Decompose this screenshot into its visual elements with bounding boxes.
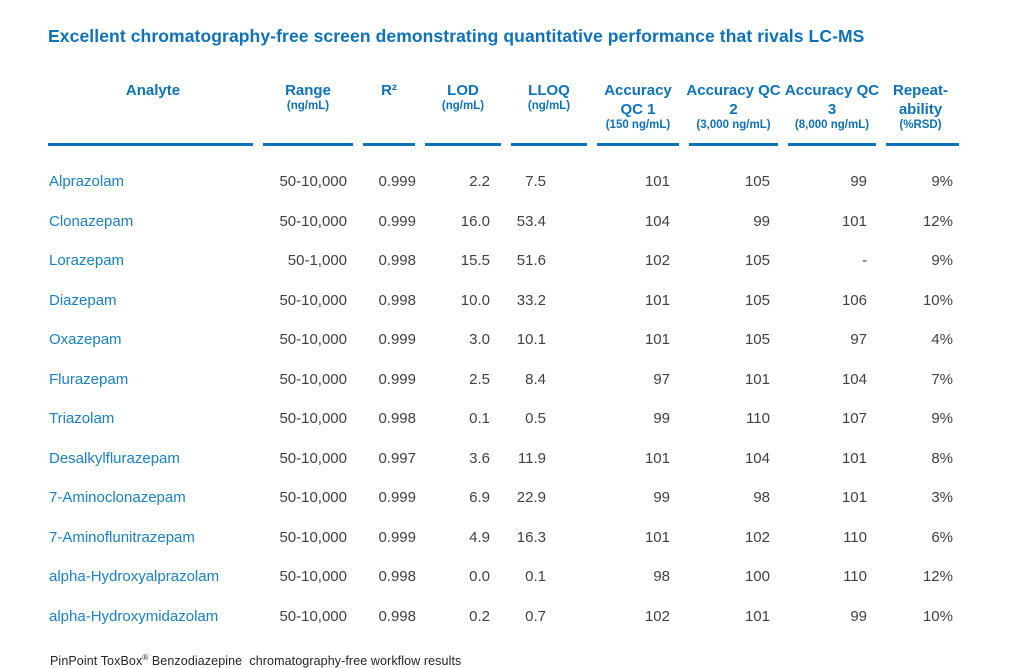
analyte-name: Diazepam — [49, 291, 117, 309]
cell-repeatability: 4% — [931, 331, 953, 349]
cell-lloq: 8.4 — [525, 370, 546, 388]
cell-repeatability: 8% — [931, 449, 953, 467]
cell-accuracy-qc3: 104 — [841, 370, 867, 388]
cell-accuracy-qc2: 105 — [744, 331, 770, 349]
column-label: LOD — [447, 82, 479, 99]
cell-lloq: 51.6 — [516, 252, 546, 270]
column-header-accuracy-qc3 — [783, 81, 881, 146]
cell-lloq: 53.4 — [516, 212, 546, 230]
cell-accuracy-qc3: 107 — [841, 410, 867, 428]
cell-accuracy-qc1: 99 — [653, 489, 670, 507]
cell-accuracy-qc2: 105 — [744, 252, 770, 270]
cell-lloq: 7.5 — [525, 173, 546, 191]
cell-lod: 3.6 — [469, 449, 490, 467]
cell-range: 50-10,000 — [279, 173, 347, 191]
table-row — [48, 202, 960, 242]
analyte-name: Triazolam — [49, 410, 115, 428]
table-row — [48, 597, 960, 637]
cell-r2: 0.998 — [378, 607, 416, 625]
analyte-name: 7-Aminoclonazepam — [49, 489, 186, 507]
cell-accuracy-qc2: 100 — [744, 568, 770, 586]
cell-accuracy-qc2: 105 — [744, 173, 770, 191]
cell-accuracy-qc1: 101 — [644, 449, 670, 467]
column-unit-label: (3,000 ng/mL) — [696, 119, 771, 131]
column-unit-label: (ng/mL) — [286, 100, 330, 112]
cell-repeatability: 6% — [931, 528, 953, 546]
cell-range: 50-10,000 — [279, 607, 347, 625]
column-label: LLOQ — [528, 82, 570, 99]
column-label: Accuracy QC 1 — [604, 82, 672, 118]
cell-range: 50-1,000 — [287, 252, 347, 270]
cell-lloq: 11.9 — [517, 449, 546, 467]
cell-accuracy-qc1: 102 — [644, 252, 670, 270]
column-label: Accuracy QC 3 — [784, 82, 880, 118]
cell-r2: 0.997 — [378, 449, 416, 467]
cell-accuracy-qc2: 104 — [744, 449, 770, 467]
table-caption — [50, 654, 968, 668]
cell-lod: 0.0 — [469, 568, 490, 586]
column-unit-label: (%RSD) — [899, 119, 942, 131]
registered-trademark-symbol: ® — [142, 653, 149, 662]
cell-r2: 0.999 — [378, 173, 416, 191]
cell-range: 50-10,000 — [279, 410, 347, 428]
column-header-analyte — [48, 81, 258, 146]
cell-repeatability: 7% — [931, 370, 953, 388]
cell-r2: 0.998 — [378, 252, 416, 270]
cell-accuracy-qc3: 106 — [841, 291, 867, 309]
cell-range: 50-10,000 — [279, 291, 347, 309]
cell-lod: 6.9 — [469, 489, 490, 507]
cell-lod: 4.9 — [469, 528, 490, 546]
cell-accuracy-qc3: 110 — [843, 528, 867, 546]
column-label: Repeat-ability — [892, 82, 948, 118]
cell-r2: 0.998 — [378, 568, 416, 586]
table-row — [48, 146, 960, 202]
cell-repeatability: 10% — [922, 291, 953, 309]
table-row — [48, 360, 960, 400]
cell-accuracy-qc2: 105 — [744, 291, 770, 309]
cell-accuracy-qc1: 98 — [653, 568, 670, 586]
cell-repeatability: 12% — [922, 212, 953, 230]
cell-lod: 2.2 — [469, 173, 490, 191]
cell-r2: 0.999 — [378, 489, 416, 507]
cell-lod: 2.5 — [469, 370, 490, 388]
cell-lod: 10.0 — [460, 291, 490, 309]
cell-accuracy-qc1: 104 — [644, 212, 670, 230]
cell-accuracy-qc1: 99 — [653, 410, 670, 428]
cell-range: 50-10,000 — [279, 568, 347, 586]
cell-lloq: 22.9 — [516, 489, 546, 507]
benzodiazepine-results-table — [48, 81, 960, 636]
caption-text: Benzodiazepine chromatography-free workflow results — [148, 654, 462, 668]
cell-accuracy-qc2: 101 — [744, 370, 770, 388]
brand-name: PinPoint ToxBox — [50, 654, 143, 668]
cell-repeatability: 9% — [931, 410, 953, 428]
column-header-accuracy-qc1 — [592, 81, 684, 146]
column-header-range — [258, 81, 358, 146]
cell-accuracy-qc3: 99 — [850, 607, 867, 625]
cell-accuracy-qc3: 99 — [850, 173, 867, 191]
analyte-name: Desalkylflurazepam — [49, 449, 180, 467]
cell-lloq: 0.7 — [525, 607, 546, 625]
column-label: R² — [381, 82, 397, 99]
page-title: Excellent chromatography-free screen demonstrating quantitative performance that rivals LC-MS — [48, 26, 865, 46]
table-body — [48, 146, 960, 636]
analyte-name: Lorazepam — [49, 252, 125, 270]
cell-range: 50-10,000 — [279, 449, 347, 467]
cell-accuracy-qc2: 99 — [753, 212, 770, 230]
analyte-name: Alprazolam — [49, 173, 125, 191]
cell-accuracy-qc3: 101 — [841, 449, 867, 467]
column-header-r2 — [358, 81, 420, 146]
analyte-name: alpha-Hydroxymidazolam — [49, 607, 219, 625]
cell-r2: 0.999 — [378, 528, 416, 546]
cell-range: 50-10,000 — [279, 331, 347, 349]
cell-repeatability: 10% — [922, 607, 953, 625]
cell-accuracy-qc2: 101 — [744, 607, 770, 625]
table-header-row — [48, 81, 960, 146]
table-row — [48, 399, 960, 439]
column-header-lloq — [506, 81, 592, 146]
table-header — [48, 81, 960, 146]
column-unit-label: (150 ng/mL) — [605, 119, 671, 131]
table-row — [48, 241, 960, 281]
column-label: Analyte — [125, 82, 181, 99]
cell-r2: 0.999 — [378, 370, 416, 388]
cell-accuracy-qc1: 101 — [644, 331, 670, 349]
cell-range: 50-10,000 — [279, 528, 347, 546]
cell-lod: 0.1 — [469, 410, 490, 428]
column-label: Range — [285, 82, 331, 99]
cell-accuracy-qc2: 98 — [753, 489, 770, 507]
cell-accuracy-qc1: 101 — [644, 173, 670, 191]
column-unit-label: (ng/mL) — [527, 100, 571, 112]
cell-lloq: 33.2 — [516, 291, 546, 309]
cell-r2: 0.998 — [378, 410, 416, 428]
cell-accuracy-qc3: 97 — [850, 331, 867, 349]
column-unit-label: (8,000 ng/mL) — [794, 119, 870, 131]
column-header-repeatability — [881, 81, 960, 146]
cell-range: 50-10,000 — [279, 212, 347, 230]
cell-lod: 0.2 — [469, 607, 490, 625]
cell-repeatability: 9% — [931, 173, 953, 191]
cell-accuracy-qc1: 102 — [644, 607, 670, 625]
table-row — [48, 557, 960, 597]
cell-accuracy-qc3: 110 — [843, 568, 867, 586]
column-label: Accuracy QC 2 — [686, 82, 781, 118]
cell-accuracy-qc1: 101 — [644, 291, 670, 309]
cell-lloq: 0.1 — [525, 568, 546, 586]
cell-accuracy-qc3: 101 — [841, 212, 867, 230]
cell-repeatability: 9% — [931, 252, 953, 270]
cell-range: 50-10,000 — [279, 489, 347, 507]
cell-repeatability: 3% — [931, 489, 953, 507]
analyte-name: 7-Aminoflunitrazepam — [49, 528, 195, 546]
cell-accuracy-qc2: 102 — [744, 528, 770, 546]
table-row — [48, 439, 960, 479]
cell-lod: 16.0 — [460, 212, 490, 230]
cell-lod: 3.0 — [469, 331, 490, 349]
cell-lloq: 0.5 — [525, 410, 546, 428]
analyte-name: alpha-Hydroxyalprazolam — [49, 568, 220, 586]
table-row — [48, 281, 960, 321]
cell-accuracy-qc1: 101 — [644, 528, 670, 546]
analyte-name: Clonazepam — [49, 212, 134, 230]
cell-r2: 0.999 — [378, 331, 416, 349]
cell-accuracy-qc3: 101 — [841, 489, 867, 507]
analyte-name: Oxazepam — [49, 331, 122, 349]
analyte-name: Flurazepam — [49, 370, 129, 388]
cell-repeatability: 12% — [922, 568, 953, 586]
table-row — [48, 478, 960, 518]
cell-lod: 15.5 — [460, 252, 490, 270]
column-header-lod — [420, 81, 506, 146]
column-header-accuracy-qc2 — [684, 81, 783, 146]
cell-lloq: 10.1 — [516, 331, 546, 349]
column-unit-label: (ng/mL) — [441, 100, 485, 112]
cell-r2: 0.999 — [378, 212, 416, 230]
table-row — [48, 320, 960, 360]
cell-r2: 0.998 — [378, 291, 416, 309]
cell-accuracy-qc1: 97 — [653, 370, 670, 388]
table-row — [48, 518, 960, 558]
cell-lloq: 16.3 — [516, 528, 546, 546]
cell-range: 50-10,000 — [279, 370, 347, 388]
cell-accuracy-qc2: 110 — [746, 410, 770, 428]
cell-accuracy-qc3: - — [862, 252, 867, 270]
